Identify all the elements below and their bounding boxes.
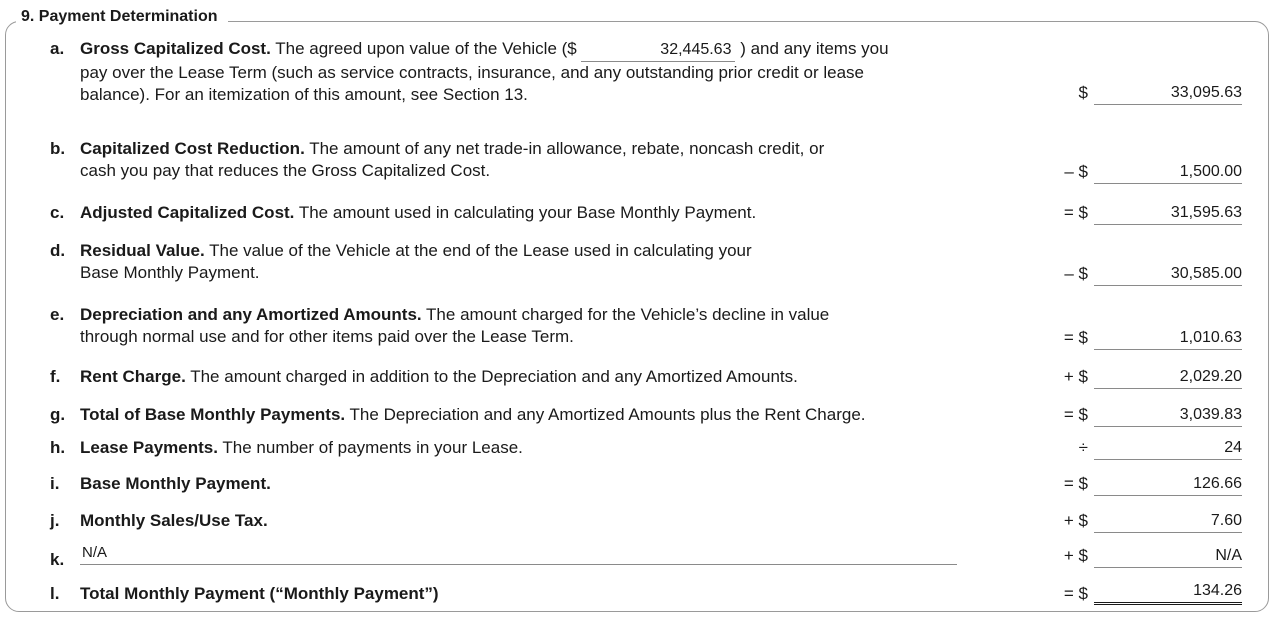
row-desc: cash you pay that reduces the Gross Capitalized Cost. — [80, 161, 491, 180]
row-letter: e. — [50, 305, 65, 324]
row-operator: + $ — [1063, 511, 1088, 530]
row-label: Base Monthly Payment. — [80, 474, 271, 493]
row-desc: The value of the Vehicle at the end of the Lease used in calculating your — [209, 241, 752, 260]
row-letter: a. — [50, 39, 65, 58]
row-text — [80, 240, 980, 284]
row-label: Lease Payments. — [80, 438, 218, 457]
row-desc: The Depreciation and any Amortized Amounts plus the Rent Charge. — [349, 405, 866, 424]
amount-field[interactable]: 1,500.00 — [1094, 161, 1242, 184]
row-label: Total Monthly Payment (“Monthly Payment”) — [80, 584, 439, 603]
amount-field[interactable]: 3,039.83 — [1094, 404, 1242, 427]
row-label: Capitalized Cost Reduction. — [80, 139, 305, 158]
row-operator: ÷ — [1078, 438, 1088, 457]
row-letter: l. — [50, 584, 60, 603]
row-label: Depreciation and any Amortized Amounts. — [80, 305, 422, 324]
row-desc: pay over the Lease Term (such as service contracts, insurance, and any outstanding prior credit or lease — [80, 63, 864, 82]
row-letter: k. — [50, 550, 65, 569]
row-operator: – $ — [1064, 264, 1088, 283]
row-operator: = $ — [1063, 405, 1088, 424]
amount-field[interactable]: 126.66 — [1094, 473, 1242, 496]
row-operator: = $ — [1063, 203, 1088, 222]
row-text — [80, 138, 980, 182]
row-label: Residual Value. — [80, 241, 205, 260]
row-operator: = $ — [1063, 328, 1088, 347]
row-letter: g. — [50, 405, 66, 424]
row-letter: i. — [50, 474, 60, 493]
row-operator: + $ — [1063, 367, 1088, 386]
row-text — [80, 304, 980, 348]
row-operator: = $ — [1063, 474, 1088, 493]
row-text — [80, 366, 980, 388]
amount-field[interactable]: 24 — [1094, 437, 1242, 460]
row-letter: c. — [50, 203, 65, 222]
row-label: Rent Charge. — [80, 367, 186, 386]
row-letter: h. — [50, 438, 66, 457]
row-desc: The agreed upon value of the Vehicle ($ — [275, 39, 577, 58]
row-letter: f. — [50, 367, 61, 386]
row-label: Monthly Sales/Use Tax. — [80, 511, 268, 530]
row-desc: Base Monthly Payment. — [80, 263, 260, 282]
row-text — [80, 404, 980, 426]
amount-field[interactable]: 2,029.20 — [1094, 366, 1242, 389]
row-desc: The amount used in calculating your Base Monthly Payment. — [298, 203, 757, 222]
other-item-field[interactable]: N/A — [80, 542, 957, 565]
row-label: Gross Capitalized Cost. — [80, 39, 271, 58]
row-letter: b. — [50, 139, 66, 158]
row-letter: d. — [50, 241, 66, 260]
row-desc: balance). For an itemization of this amount, see Section 13. — [80, 85, 528, 104]
row-desc: The amount charged for the Vehicle’s decline in value — [426, 305, 830, 324]
row-text — [80, 437, 980, 459]
amount-field[interactable]: 1,010.63 — [1094, 327, 1242, 350]
row-operator: + $ — [1063, 546, 1088, 565]
row-operator: = $ — [1063, 584, 1088, 603]
amount-field[interactable]: 7.60 — [1094, 510, 1242, 533]
amount-field[interactable]: 30,585.00 — [1094, 263, 1242, 286]
total-amount-field[interactable]: 134.26 — [1094, 580, 1242, 605]
amount-field[interactable]: N/A — [1094, 545, 1242, 568]
row-label: Adjusted Capitalized Cost. — [80, 203, 295, 222]
section-title: 9. Payment Determination — [16, 6, 228, 28]
row-text — [80, 583, 980, 605]
amount-field[interactable]: 31,595.63 — [1094, 202, 1242, 225]
row-text — [80, 510, 980, 532]
row-text — [80, 202, 980, 224]
row-desc: ) and any items you — [740, 39, 889, 58]
row-desc: The number of payments in your Lease. — [222, 438, 523, 457]
row-operator: $ — [1078, 83, 1088, 102]
amount-field[interactable]: 33,095.63 — [1094, 82, 1242, 105]
row-letter: j. — [50, 511, 60, 530]
row-text — [80, 473, 980, 495]
row-desc: The amount charged in addition to the Depreciation and any Amortized Amounts. — [190, 367, 798, 386]
vehicle-value-field[interactable]: 32,445.63 — [581, 39, 735, 62]
row-text — [80, 38, 980, 106]
row-label: Total of Base Monthly Payments. — [80, 405, 346, 424]
row-operator: – $ — [1064, 162, 1088, 181]
row-desc: The amount of any net trade-in allowance, rebate, noncash credit, or — [309, 139, 825, 158]
row-desc: through normal use and for other items paid over the Lease Term. — [80, 327, 574, 346]
